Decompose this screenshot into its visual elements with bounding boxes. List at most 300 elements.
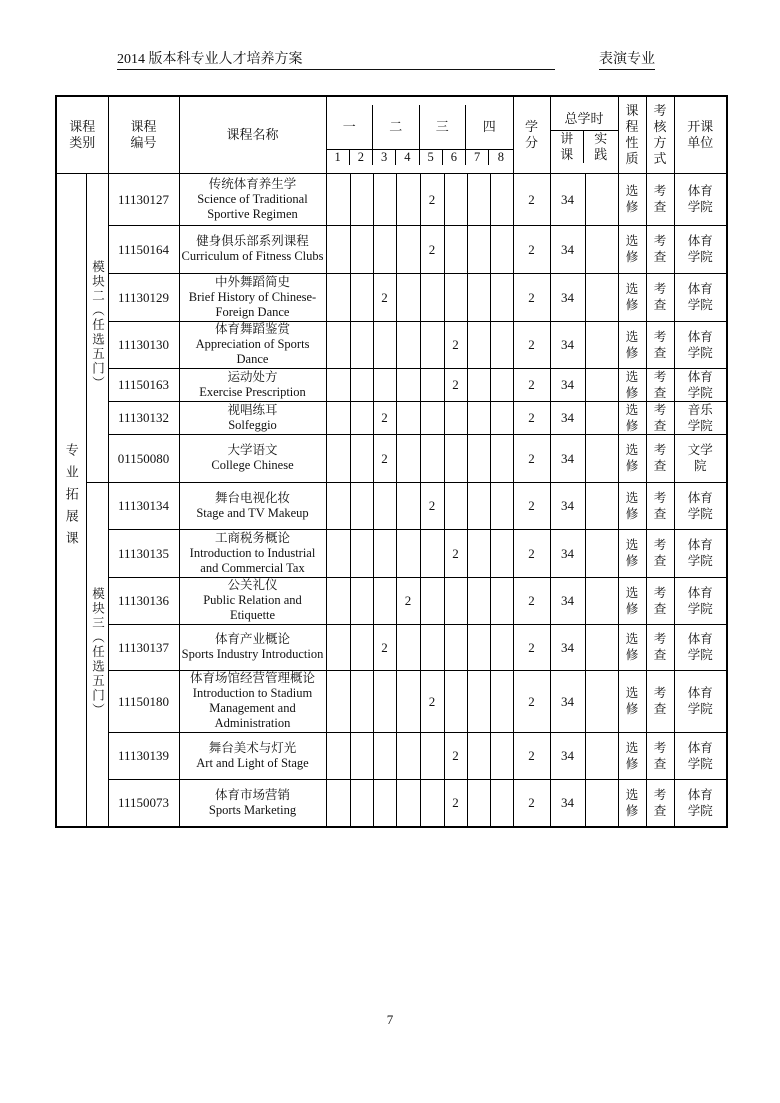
- table-row: [56, 577, 727, 624]
- offering-unit-value: 体育学院: [687, 538, 713, 568]
- cell-lecture-hours: 34: [550, 732, 585, 779]
- assessment-value: 考查: [653, 490, 667, 521]
- offering-unit-value: 体育学院: [687, 184, 713, 214]
- year-group-3: 三: [420, 105, 467, 149]
- table-row: [56, 482, 727, 529]
- cell-semester-2-hours: [350, 482, 373, 529]
- cell-semester-3-hours: 2: [373, 434, 396, 482]
- course-name-en: Appreciation of Sports Dance: [195, 337, 310, 366]
- cell-semester-7-hours: [467, 482, 490, 529]
- header-course-category: 课程类别: [56, 96, 108, 173]
- header-course-code: 课程编号: [108, 96, 179, 173]
- cell-semester-4-hours: [396, 624, 420, 670]
- cell-semester-8-hours: [490, 577, 513, 624]
- cell-assessment: [646, 434, 674, 482]
- cell-semester-5-hours: 2: [420, 670, 444, 732]
- cell-practice-hours: [585, 368, 618, 401]
- cell-semester-5-hours: [420, 577, 444, 624]
- assessment-value: 考查: [653, 740, 667, 771]
- cell-credit: 2: [513, 482, 550, 529]
- cell-assessment: [646, 368, 674, 401]
- cell-course-name: [179, 368, 326, 401]
- cell-course-nature: [618, 529, 646, 577]
- semester-year-groups: [327, 105, 513, 150]
- cell-semester-2-hours: [350, 273, 373, 321]
- offering-unit-value: 体育学院: [687, 490, 713, 521]
- cell-semester-4-hours: 2: [396, 577, 420, 624]
- course-name-en: Solfeggio: [228, 417, 277, 432]
- cell-assessment: [646, 173, 674, 225]
- curriculum-table: [55, 95, 728, 828]
- cell-course-code: 11130139: [108, 732, 179, 779]
- assessment-value: 考查: [653, 184, 667, 214]
- cell-course-name: [179, 577, 326, 624]
- course-name-cn: 舞台美术与灯光: [208, 740, 297, 755]
- course-nature-value: 选修: [625, 538, 639, 568]
- header-total-hours: [550, 96, 618, 173]
- cell-practice-hours: [585, 779, 618, 827]
- cell-semester-3-hours: 2: [373, 273, 396, 321]
- year-group-2: 二: [373, 105, 420, 149]
- cell-course-name: [179, 434, 326, 482]
- cell-semester-2-hours: [350, 225, 373, 273]
- cell-semester-6-hours: [444, 401, 467, 434]
- cell-semester-4-hours: [396, 434, 420, 482]
- cell-semester-8-hours: [490, 779, 513, 827]
- cell-course-name: [179, 624, 326, 670]
- cell-semester-7-hours: [467, 321, 490, 368]
- cell-semester-1-hours: [326, 732, 350, 779]
- cell-semester-5-hours: [420, 434, 444, 482]
- table-row: [56, 401, 727, 434]
- cell-semester-5-hours: [420, 368, 444, 401]
- cell-credit: 2: [513, 401, 550, 434]
- cell-course-code: 11150180: [108, 670, 179, 732]
- semester-5: 5: [420, 150, 443, 165]
- cell-semester-2-hours: [350, 401, 373, 434]
- cell-semester-7-hours: [467, 670, 490, 732]
- cell-practice-hours: [585, 434, 618, 482]
- cell-assessment: [646, 273, 674, 321]
- cell-credit: 2: [513, 529, 550, 577]
- course-name-en: Art and Light of Stage: [196, 755, 309, 770]
- cell-semester-6-hours: 2: [444, 529, 467, 577]
- course-nature-value: 选修: [625, 443, 639, 473]
- cell-semester-4-hours: [396, 779, 420, 827]
- cell-course-nature: [618, 732, 646, 779]
- cell-semester-7-hours: [467, 732, 490, 779]
- cell-course-name: [179, 401, 326, 434]
- course-name-cn: 传统体育养生学: [208, 176, 297, 191]
- cell-lecture-hours: 34: [550, 670, 585, 732]
- cell-semester-3-hours: [373, 225, 396, 273]
- cell-semester-7-hours: [467, 624, 490, 670]
- table-row: [56, 779, 727, 827]
- assessment-value: 考查: [653, 234, 667, 264]
- cell-semester-5-hours: [420, 401, 444, 434]
- cell-semester-6-hours: 2: [444, 368, 467, 401]
- cell-semester-4-hours: [396, 368, 420, 401]
- cell-course-nature: [618, 434, 646, 482]
- cell-assessment: [646, 482, 674, 529]
- cell-semester-4-hours: [396, 273, 420, 321]
- offering-unit-value: 文学院: [687, 443, 713, 473]
- cell-credit: 2: [513, 779, 550, 827]
- assessment-value: 考查: [653, 686, 667, 716]
- cell-credit: 2: [513, 624, 550, 670]
- cell-course-code: 11130136: [108, 577, 179, 624]
- cell-course-name: [179, 273, 326, 321]
- year-group-4: 四: [482, 119, 496, 135]
- cell-credit: 2: [513, 321, 550, 368]
- cell-practice-hours: [585, 529, 618, 577]
- cell-semester-2-hours: [350, 434, 373, 482]
- cell-course-code: 11130129: [108, 273, 179, 321]
- cell-lecture-hours: 34: [550, 368, 585, 401]
- header-assessment: 考核方式: [646, 96, 674, 173]
- cell-semester-2-hours: [350, 529, 373, 577]
- cell-practice-hours: [585, 173, 618, 225]
- cell-lecture-hours: 34: [550, 624, 585, 670]
- cell-semester-6-hours: [444, 225, 467, 273]
- offering-unit-value: 音乐学院: [687, 402, 713, 433]
- module-cell: [86, 482, 108, 827]
- cell-credit: 2: [513, 670, 550, 732]
- module-3-label: 模块三（任选五门）: [90, 587, 105, 718]
- category-label: 专业拓展课: [63, 442, 79, 553]
- assessment-value: 考查: [653, 282, 667, 312]
- course-nature-value: 选修: [625, 787, 639, 818]
- course-name-cn: 体育市场营销: [214, 787, 290, 802]
- cell-semester-2-hours: [350, 173, 373, 225]
- course-nature-value: 选修: [625, 234, 639, 264]
- cell-offering-unit: [674, 779, 727, 827]
- cell-practice-hours: [585, 732, 618, 779]
- course-name-en: Exercise Prescription: [199, 384, 306, 399]
- cell-semester-3-hours: [373, 173, 396, 225]
- cell-course-nature: [618, 624, 646, 670]
- offering-unit-value: 体育学院: [687, 686, 713, 716]
- course-name-cn: 运动处方: [227, 369, 278, 384]
- semester-1: 1: [327, 150, 350, 165]
- page-number: 7: [386, 1012, 394, 1027]
- cell-semester-7-hours: [467, 529, 490, 577]
- course-name-cn: 中外舞蹈简史: [214, 274, 290, 289]
- cell-semester-6-hours: [444, 434, 467, 482]
- course-name-en: Science of Traditional Sportive Regimen: [197, 191, 308, 221]
- offering-unit-value: 体育学院: [687, 632, 713, 662]
- cell-offering-unit: [674, 670, 727, 732]
- cell-semester-7-hours: [467, 368, 490, 401]
- cell-semester-6-hours: [444, 173, 467, 225]
- cell-offering-unit: [674, 434, 727, 482]
- cell-semester-8-hours: [490, 225, 513, 273]
- course-nature-value: 选修: [625, 740, 639, 771]
- cell-lecture-hours: 34: [550, 529, 585, 577]
- cell-semester-2-hours: [350, 624, 373, 670]
- cell-semester-4-hours: [396, 321, 420, 368]
- cell-lecture-hours: 34: [550, 577, 585, 624]
- cell-course-name: [179, 779, 326, 827]
- cell-semester-8-hours: [490, 529, 513, 577]
- course-name-en: College Chinese: [211, 458, 294, 472]
- cell-assessment: [646, 779, 674, 827]
- cell-practice-hours: [585, 670, 618, 732]
- cell-offering-unit: [674, 529, 727, 577]
- cell-assessment: [646, 225, 674, 273]
- offering-unit-value: 体育学院: [687, 329, 713, 360]
- cell-offering-unit: [674, 368, 727, 401]
- assessment-value: 考查: [653, 443, 667, 473]
- cell-semester-6-hours: [444, 482, 467, 529]
- cell-semester-1-hours: [326, 670, 350, 732]
- cell-semester-6-hours: [444, 577, 467, 624]
- cell-assessment: [646, 670, 674, 732]
- header-semesters: [326, 96, 513, 173]
- assessment-value: 考查: [653, 369, 667, 400]
- course-name-en: Stage and TV Makeup: [196, 505, 309, 520]
- assessment-value: 考查: [653, 632, 667, 662]
- cell-semester-5-hours: [420, 732, 444, 779]
- cell-semester-8-hours: [490, 434, 513, 482]
- cell-offering-unit: [674, 577, 727, 624]
- course-name-cn: 健身俱乐部系列课程: [196, 234, 309, 248]
- cell-semester-1-hours: [326, 529, 350, 577]
- assessment-value: 考查: [653, 787, 667, 818]
- cell-semester-1-hours: [326, 173, 350, 225]
- cell-semester-8-hours: [490, 624, 513, 670]
- cell-credit: 2: [513, 577, 550, 624]
- cell-practice-hours: [585, 577, 618, 624]
- cell-offering-unit: [674, 624, 727, 670]
- cell-semester-3-hours: [373, 577, 396, 624]
- course-nature-value: 选修: [625, 585, 639, 616]
- cell-semester-1-hours: [326, 779, 350, 827]
- cell-semester-5-hours: 2: [420, 225, 444, 273]
- cell-credit: 2: [513, 173, 550, 225]
- page-header: [117, 48, 655, 72]
- course-name-en: Brief History of Chinese-Foreign Dance: [188, 289, 317, 319]
- semester-numbers: [327, 150, 513, 165]
- cell-course-code: 11150073: [108, 779, 179, 827]
- cell-semester-6-hours: 2: [444, 321, 467, 368]
- assessment-value: 考查: [653, 538, 667, 568]
- cell-lecture-hours: 34: [550, 321, 585, 368]
- cell-course-code: 11130137: [108, 624, 179, 670]
- cell-course-name: [179, 173, 326, 225]
- course-nature-value: 选修: [625, 402, 639, 433]
- cell-lecture-hours: 34: [550, 482, 585, 529]
- cell-lecture-hours: 34: [550, 273, 585, 321]
- cell-semester-8-hours: [490, 732, 513, 779]
- cell-semester-7-hours: [467, 225, 490, 273]
- cell-offering-unit: [674, 173, 727, 225]
- course-name-en: Public Relation and Etiquette: [203, 593, 302, 622]
- cell-course-code: 11130130: [108, 321, 179, 368]
- cell-semester-8-hours: [490, 368, 513, 401]
- cell-semester-7-hours: [467, 401, 490, 434]
- cell-semester-8-hours: [490, 401, 513, 434]
- table-row: [56, 670, 727, 732]
- assessment-value: 考查: [653, 402, 667, 433]
- header-offering-unit: 开课单位: [674, 96, 727, 173]
- cell-course-code: 11130132: [108, 401, 179, 434]
- course-name-en: Curriculum of Fitness Clubs: [181, 249, 324, 263]
- cell-semester-1-hours: [326, 368, 350, 401]
- assessment-value: 考查: [653, 585, 667, 616]
- cell-semester-1-hours: [326, 434, 350, 482]
- cell-course-code: 01150080: [108, 434, 179, 482]
- semester-4: 4: [396, 150, 419, 165]
- cell-semester-7-hours: [467, 577, 490, 624]
- cell-semester-3-hours: [373, 321, 396, 368]
- assessment-value: 考查: [653, 329, 667, 360]
- cell-semester-3-hours: 2: [373, 624, 396, 670]
- cell-offering-unit: [674, 482, 727, 529]
- module-2-label: 模块二（任选五门）: [90, 260, 105, 391]
- cell-semester-2-hours: [350, 577, 373, 624]
- year-group-1: 一: [327, 105, 374, 149]
- cell-semester-1-hours: [326, 273, 350, 321]
- semester-7: 7: [466, 150, 489, 165]
- cell-semester-7-hours: [467, 273, 490, 321]
- cell-course-code: 11150163: [108, 368, 179, 401]
- cell-course-nature: [618, 173, 646, 225]
- course-name-cn: 工商税务概论: [214, 530, 290, 545]
- table-row: [56, 434, 727, 482]
- course-name-cn: 体育场馆经营管理概论: [189, 671, 315, 685]
- cell-semester-6-hours: [444, 273, 467, 321]
- semester-2: 2: [350, 150, 373, 165]
- lecture-hours-label: 讲课: [551, 131, 585, 163]
- practice-hours-label: 实践: [594, 131, 608, 163]
- cell-assessment: [646, 732, 674, 779]
- cell-practice-hours: [585, 482, 618, 529]
- cell-credit: 2: [513, 732, 550, 779]
- cell-semester-8-hours: [490, 482, 513, 529]
- cell-course-nature: [618, 321, 646, 368]
- cell-lecture-hours: 34: [550, 779, 585, 827]
- offering-unit-value: 体育学院: [687, 585, 713, 616]
- course-nature-value: 选修: [625, 184, 639, 214]
- cell-semester-5-hours: 2: [420, 173, 444, 225]
- course-name-cn: 大学语文: [227, 443, 278, 457]
- cell-semester-3-hours: [373, 482, 396, 529]
- cell-semester-1-hours: [326, 225, 350, 273]
- header-course-nature: 课程性质: [618, 96, 646, 173]
- cell-course-name: [179, 670, 326, 732]
- cell-semester-2-hours: [350, 321, 373, 368]
- cell-semester-8-hours: [490, 273, 513, 321]
- table-row: [56, 624, 727, 670]
- cell-semester-6-hours: 2: [444, 732, 467, 779]
- cell-course-nature: [618, 273, 646, 321]
- cell-practice-hours: [585, 321, 618, 368]
- course-name-cn: 体育舞蹈鉴赏: [214, 322, 290, 336]
- cell-assessment: [646, 624, 674, 670]
- table-row: [56, 321, 727, 368]
- cell-offering-unit: [674, 273, 727, 321]
- cell-semester-5-hours: [420, 321, 444, 368]
- cell-semester-5-hours: [420, 273, 444, 321]
- course-nature-value: 选修: [625, 632, 639, 662]
- cell-semester-1-hours: [326, 482, 350, 529]
- course-name-en: Introduction to Industrial and Commercial Tax: [189, 545, 316, 575]
- cell-lecture-hours: 34: [550, 225, 585, 273]
- cell-semester-6-hours: [444, 670, 467, 732]
- cell-semester-8-hours: [490, 173, 513, 225]
- cell-semester-6-hours: 2: [444, 779, 467, 827]
- cell-semester-4-hours: [396, 225, 420, 273]
- cell-semester-3-hours: [373, 732, 396, 779]
- course-nature-value: 选修: [625, 686, 639, 716]
- category-cell: [56, 173, 86, 827]
- cell-semester-2-hours: [350, 670, 373, 732]
- course-name-en: Introduction to Stadium Management and Administration: [192, 686, 313, 730]
- cell-semester-7-hours: [467, 173, 490, 225]
- cell-assessment: [646, 401, 674, 434]
- cell-semester-4-hours: [396, 401, 420, 434]
- semester-8: 8: [497, 149, 504, 164]
- cell-course-name: [179, 732, 326, 779]
- cell-course-name: [179, 482, 326, 529]
- cell-course-code: 11130127: [108, 173, 179, 225]
- cell-credit: 2: [513, 434, 550, 482]
- offering-unit-value: 体育学院: [687, 282, 713, 312]
- header-course-name: 课程名称: [179, 96, 326, 173]
- cell-semester-1-hours: [326, 577, 350, 624]
- offering-unit-value: 体育学院: [687, 234, 713, 264]
- cell-semester-3-hours: 2: [373, 401, 396, 434]
- cell-credit: 2: [513, 368, 550, 401]
- course-nature-value: 选修: [625, 329, 639, 360]
- table-row: [56, 173, 727, 225]
- table-row: [56, 225, 727, 273]
- cell-semester-5-hours: [420, 779, 444, 827]
- cell-semester-6-hours: [444, 624, 467, 670]
- cell-semester-1-hours: [326, 401, 350, 434]
- offering-unit-value: 体育学院: [687, 369, 713, 400]
- cell-practice-hours: [585, 273, 618, 321]
- cell-semester-4-hours: [396, 482, 420, 529]
- course-name-en: Sports Marketing: [208, 802, 297, 817]
- cell-semester-3-hours: [373, 670, 396, 732]
- cell-semester-2-hours: [350, 779, 373, 827]
- total-hours-label: 总学时: [551, 106, 618, 131]
- cell-semester-7-hours: [467, 434, 490, 482]
- cell-semester-8-hours: [490, 670, 513, 732]
- cell-semester-5-hours: 2: [420, 482, 444, 529]
- cell-credit: 2: [513, 273, 550, 321]
- table-row: [56, 529, 727, 577]
- header-credit: 学分: [513, 96, 550, 173]
- cell-course-nature: [618, 779, 646, 827]
- header-plan-title: 2014 版本科专业人才培养方案: [117, 48, 555, 70]
- offering-unit-value: 体育学院: [687, 787, 713, 818]
- semester-3: 3: [373, 150, 396, 165]
- offering-unit-value: 体育学院: [687, 740, 713, 771]
- cell-course-nature: [618, 368, 646, 401]
- course-name-en: Sports Industry Introduction: [181, 647, 324, 661]
- cell-offering-unit: [674, 225, 727, 273]
- cell-semester-4-hours: [396, 670, 420, 732]
- course-name-cn: 视唱练耳: [227, 402, 278, 417]
- cell-course-nature: [618, 577, 646, 624]
- table-row: [56, 273, 727, 321]
- course-name-cn: 公关礼仪: [227, 578, 278, 592]
- cell-semester-1-hours: [326, 624, 350, 670]
- cell-semester-4-hours: [396, 529, 420, 577]
